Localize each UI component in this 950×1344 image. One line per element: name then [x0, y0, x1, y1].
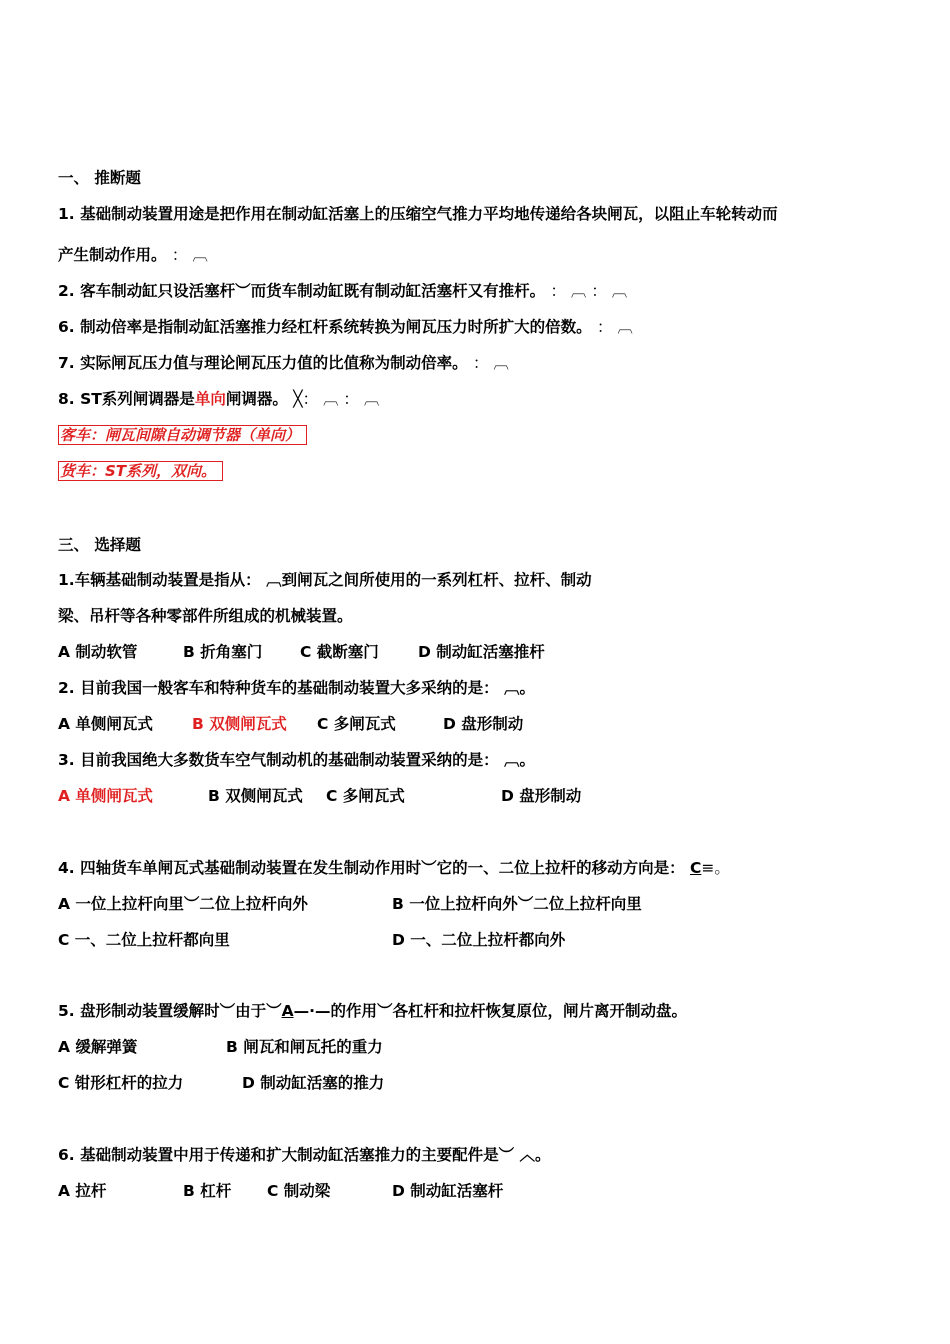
choice-q5-answer: A [281, 1002, 294, 1020]
choice-q1-line-2: 梁、吊杆等各种零部件所组成的机械装置。 [58, 607, 353, 625]
option-c: C 多闸瓦式 [317, 715, 396, 733]
note-passenger-text: 客车：闸瓦间隙自动调节器（单向） [58, 425, 307, 445]
question-1-line-1: 1. 基础制动装置用途是把作用在制动缸活塞上的压缩空气推力平均地传递给各块闸瓦，以阻止车轮转动而 [58, 205, 778, 223]
choice-q1-line-1: 1.车辆基础制动装置是指从： ︹到闸瓦之间所使用的一系列杠杆、拉杆、制动 [58, 571, 592, 589]
note-passenger [58, 425, 307, 445]
choice-q6-stem: 6. 基础制动装置中用于传递和扩大制动缸活塞推力的主要配件是︶ ︿。 [58, 1146, 551, 1164]
note-freight-text: 货车：ST系列，双向。 [58, 461, 223, 481]
option-b: B 双侧闸瓦式 [208, 787, 303, 805]
section-heading-choice: 三、 选择题 [58, 536, 141, 554]
option-d: D 盘形制动 [501, 787, 582, 805]
choice-q4-text: 4. 四轴货车单闸瓦式基础制动装置在发生制动作用时︶它的一、二位上拉杆的移动方向是： [58, 859, 685, 877]
option-b: B 闸瓦和闸瓦托的重力 [226, 1038, 383, 1056]
answer-mark: ： ︹ ： ︹ [550, 282, 628, 300]
option-c: C 钳形杠杆的拉力 [58, 1074, 184, 1092]
question-6 [58, 317, 633, 337]
question-7-text: 7. 实际闸瓦压力值与理论闸瓦压力值的比值称为制动倍率。 [58, 354, 468, 372]
option-a: A 单侧闸瓦式 [58, 715, 153, 733]
choice-q4-end: ≡。 [701, 859, 730, 877]
choice-q4-answer: C [689, 859, 702, 877]
option-d: D 制动缸活塞推杆 [418, 643, 545, 661]
answer-mark: ： ︹ [596, 318, 633, 336]
option-a: A 制动软管 [58, 643, 138, 661]
question-1-line-2 [58, 245, 208, 265]
option-d: D 盘形制动 [443, 715, 524, 733]
question-7 [58, 353, 509, 373]
question-2-text: 2. 客车制动缸只设活塞杆︶而货车制动缸既有制动缸活塞杆又有推杆。 [58, 282, 546, 300]
option-a-correct: A 单侧闸瓦式 [58, 787, 153, 805]
answer-mark: ： ︹ [472, 354, 509, 372]
option-c: C 制动梁 [267, 1182, 331, 1200]
option-b: B 杠杆 [183, 1182, 232, 1200]
option-c: C 截断塞门 [300, 643, 379, 661]
section-heading-judgement: 一、 推断题 [58, 169, 141, 187]
choice-q5-stem [58, 1001, 687, 1021]
answer-mark: ╳： ︹ ： ︹ [293, 390, 380, 408]
option-b-correct: B 双侧闸瓦式 [192, 715, 287, 733]
choice-q3-stem: 3. 目前我国绝大多数货车空气制动机的基础制动装置采纳的是： ︹。 [58, 751, 535, 769]
question-6-text: 6. 制动倍率是指制动缸活塞推力经杠杆系统转换为闸瓦压力时所扩大的倍数。 [58, 318, 592, 336]
option-d: D 一、二位上拉杆都向外 [392, 931, 566, 949]
choice-q4-stem [58, 858, 730, 878]
option-d: D 制动缸活塞杆 [392, 1182, 504, 1200]
answer-mark: ： ︹ [171, 246, 208, 264]
question-8-text-pre: 8. ST系列闸调器是 [58, 390, 195, 408]
choice-q5-text-b: —·—的作用︶各杠杆和拉杆恢复原位，闸片离开制动盘。 [293, 1002, 687, 1020]
note-freight [58, 461, 223, 481]
choice-q5-text-a: 5. 盘形制动装置缓解时︶由于︶ [58, 1002, 282, 1020]
question-8 [58, 389, 379, 409]
choice-q2-stem: 2. 目前我国一般客车和特种货车的基础制动装置大多采纳的是： ︹。 [58, 679, 535, 697]
option-a: A 缓解弹簧 [58, 1038, 138, 1056]
option-a: A 一位上拉杆向里︶二位上拉杆向外 [58, 895, 308, 913]
question-2 [58, 281, 627, 301]
option-c: C 多闸瓦式 [326, 787, 405, 805]
question-8-highlight: 单向 [194, 390, 226, 408]
option-c: C 一、二位上拉杆都向里 [58, 931, 230, 949]
question-1-text: 产生制动作用。 [58, 246, 167, 264]
option-a: A 拉杆 [58, 1182, 107, 1200]
option-b: B 折角塞门 [183, 643, 263, 661]
option-d: D 制动缸活塞的推力 [242, 1074, 385, 1092]
option-b: B 一位上拉杆向外︶二位上拉杆向里 [392, 895, 642, 913]
question-8-text-post: 闸调器。 [225, 390, 288, 408]
